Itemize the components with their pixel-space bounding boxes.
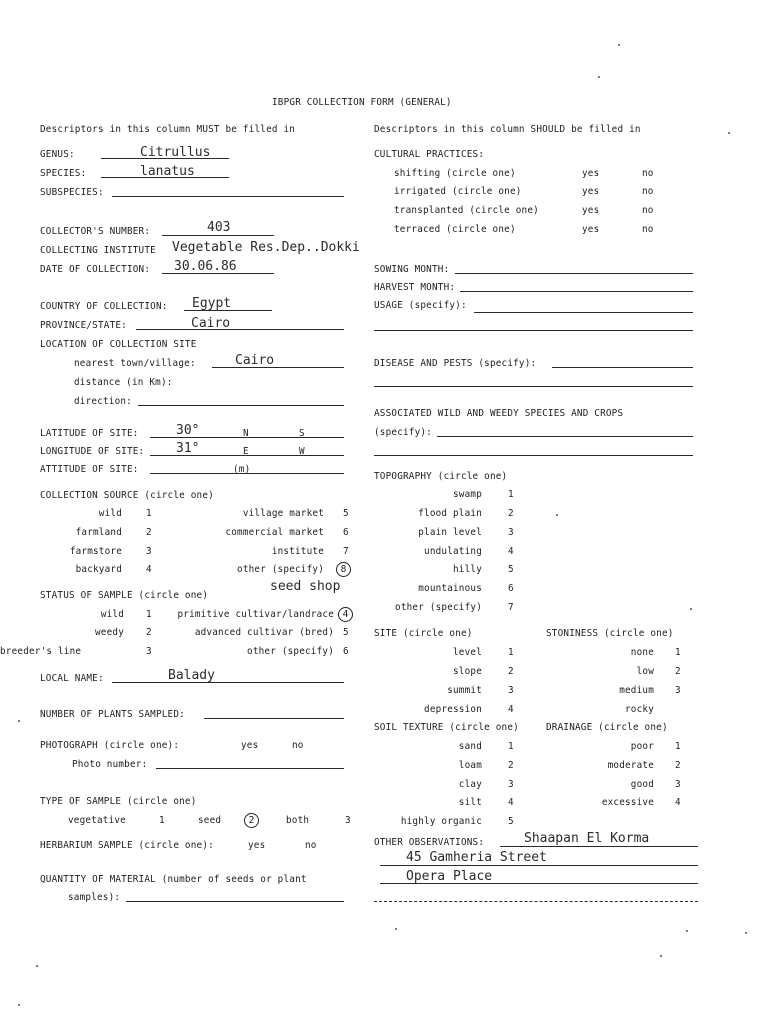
harvest-month-line[interactable] [460,291,693,292]
latitude-n: N [243,428,249,439]
subspecies-line[interactable] [112,196,344,197]
source-option[interactable]: commercial market [225,527,324,538]
drainage-option[interactable]: good [630,779,654,790]
topography-num: 4 [508,546,514,557]
scan-speck [686,930,688,932]
drainage-option[interactable]: excessive [601,797,654,808]
left-column-header: Descriptors in this column MUST be filled in [40,124,296,135]
topography-option[interactable]: plain level [418,527,482,538]
status-num: 2 [146,627,152,638]
herbarium-no[interactable]: no [305,840,317,851]
status-option[interactable]: breeder's line [0,646,82,657]
harvest-month-label: HARVEST MONTH: [374,282,456,293]
source-option[interactable]: farmland [75,527,122,538]
cultural-yes[interactable]: yes [582,186,600,197]
form-title: IBPGR COLLECTION FORM (GENERAL) [272,97,452,108]
usage-label: USAGE (specify): [374,300,467,311]
longitude-label: LONGITUDE OF SITE: [40,446,145,457]
soil-option[interactable]: highly organic [400,816,482,827]
cultural-option: shifting (circle one) [394,168,516,179]
topography-num: 1 [508,489,514,500]
soil-num: 5 [508,816,514,827]
drainage-num: 1 [675,741,681,752]
status-option[interactable]: other (specify) [247,646,334,657]
latitude-value[interactable]: 30° [176,423,200,438]
cultural-label: CULTURAL PRACTICES: [374,149,485,160]
nearest-town-line [212,367,344,368]
associated-line-2[interactable] [374,455,693,456]
collecting-institute-value[interactable]: Vegetable Res.Dep..Dokki [172,240,360,255]
other-observations-value-2[interactable]: 45 Gamheria Street [406,850,547,865]
status-num-circled: 4 [338,607,353,622]
collecting-institute-label: COLLECTING INSTITUTE [40,245,156,256]
cultural-option: transplanted (circle one) [394,205,539,216]
drainage-num: 2 [675,760,681,771]
site-num: 1 [508,647,514,658]
drainage-num: 4 [675,797,681,808]
sample-type-num: 1 [159,815,165,826]
latitude-s: S [299,428,305,439]
other-observations-line-2 [380,865,698,866]
collector-number-value[interactable]: 403 [207,220,231,235]
province-line [136,329,344,330]
nearest-town-label: nearest town/village: [74,358,196,369]
plants-sampled-line[interactable] [204,718,344,719]
quantity-label: QUANTITY OF MATERIAL (number of seeds or plant [40,874,307,885]
country-value[interactable]: Egypt [192,296,232,311]
topography-option[interactable]: undulating [424,546,482,557]
soil-num: 1 [508,741,514,752]
date-value[interactable]: 30.06.86 [174,259,237,274]
cultural-no[interactable]: no [642,186,654,197]
right-column-header: Descriptors in this column SHOULD be filled in [374,124,641,135]
sample-type-num-circled: 2 [244,813,259,828]
scan-speck [728,132,730,134]
stoniness-option[interactable]: medium [619,685,654,696]
other-observations-value[interactable]: Shaapan El Korma [524,831,650,846]
status-num: 1 [146,609,152,620]
source-option[interactable]: village market [242,508,324,519]
scan-speck [618,44,620,46]
cultural-yes[interactable]: yes [582,205,600,216]
sample-type-vegetative[interactable]: vegetative [68,815,126,826]
photo-number-label: Photo number: [72,759,148,770]
sowing-month-line[interactable] [455,273,693,274]
altitude-label: ATTITUDE OF SITE: [40,464,139,475]
source-num: 1 [146,508,152,519]
longitude-value[interactable]: 31° [176,441,200,456]
site-num: 4 [508,704,514,715]
disease-line-2[interactable] [374,386,693,387]
cultural-option: irrigated (circle one) [394,186,522,197]
status-label: STATUS OF SAMPLE (circle one) [40,590,209,601]
scan-speck [690,608,692,610]
scan-speck [395,928,397,930]
other-observations-line [500,846,698,847]
source-num: 3 [146,546,152,557]
soil-num: 2 [508,760,514,771]
disease-line[interactable] [552,367,693,368]
site-option[interactable]: summit [447,685,482,696]
sowing-month-label: SOWING MONTH: [374,264,450,275]
species-value[interactable]: lanatus [140,164,195,179]
drainage-num: 3 [675,779,681,790]
drainage-option[interactable]: poor [630,741,654,752]
topography-option[interactable]: flood plain [418,508,482,519]
scan-speck [660,955,662,957]
scan-speck [745,932,747,934]
quantity-line[interactable] [126,901,344,902]
altitude-unit: (m) [233,464,251,475]
source-specify-value[interactable]: seed shop [270,579,341,594]
photograph-label: PHOTOGRAPH (circle one): [40,740,180,751]
status-option[interactable]: wild [100,609,124,620]
topography-option[interactable]: mountainous [418,583,482,594]
status-num: 3 [146,646,152,657]
stoniness-num: 1 [675,647,681,658]
disease-label: DISEASE AND PESTS (specify): [374,358,537,369]
drainage-option[interactable]: moderate [607,760,654,771]
site-option[interactable]: slope [453,666,482,677]
genus-label: GENUS: [40,149,75,160]
source-option[interactable]: wild [98,508,122,519]
cultural-no[interactable]: no [642,224,654,235]
photo-number-line[interactable] [156,768,344,769]
cultural-no[interactable]: no [642,205,654,216]
source-num: 6 [343,527,349,538]
sample-type-num: 3 [345,815,351,826]
source-num: 7 [343,546,349,557]
herbarium-yes[interactable]: yes [248,840,266,851]
collection-source-label: COLLECTION SOURCE (circle one) [40,490,214,501]
topography-option[interactable]: hilly [453,564,482,575]
nearest-town-value[interactable]: Cairo [235,353,275,368]
soil-texture-label: SOIL TEXTURE (circle one) [374,722,519,733]
sample-type-seed[interactable]: seed [198,815,222,826]
stoniness-num: 2 [675,666,681,677]
topography-label: TOPOGRAPHY (circle one) [374,471,508,482]
usage-line-2[interactable] [374,330,693,331]
local-name-line [112,682,344,683]
cultural-option: terraced (circle one) [394,224,516,235]
source-num: 2 [146,527,152,538]
status-num: 5 [343,627,349,638]
associated-label: ASSOCIATED WILD AND WEEDY SPECIES AND CROPS [374,408,624,419]
topography-num: 3 [508,527,514,538]
scan-speck [598,76,600,78]
site-option[interactable]: level [453,647,482,658]
direction-label: direction: [74,396,132,407]
subspecies-label: SUBSPECIES: [40,187,104,198]
topography-option[interactable]: swamp [453,489,482,500]
usage-line[interactable] [474,312,693,313]
collector-number-label: COLLECTOR'S NUMBER: [40,226,151,237]
topography-num: 5 [508,564,514,575]
drainage-label: DRAINAGE (circle one) [546,722,668,733]
herbarium-label: HERBARIUM SAMPLE (circle one): [40,840,214,851]
photograph-yes[interactable]: yes [241,740,259,751]
soil-option[interactable]: silt [458,797,482,808]
longitude-e: E [243,446,249,457]
cultural-yes[interactable]: yes [582,168,600,179]
associated-line[interactable] [437,436,693,437]
site-label: SITE (circle one) [374,628,473,639]
species-label: SPECIES: [40,168,87,179]
stoniness-option[interactable]: low [636,666,654,677]
local-name-label: LOCAL NAME: [40,673,104,684]
topography-num: 7 [508,602,514,613]
source-option[interactable]: backyard [75,564,122,575]
country-label: COUNTRY OF COLLECTION: [40,301,168,312]
status-option[interactable]: weedy [95,627,124,638]
status-option[interactable]: advanced cultivar (bred) [194,627,334,638]
soil-num: 4 [508,797,514,808]
location-heading: LOCATION OF COLLECTION SITE [40,339,197,350]
province-label: PROVINCE/STATE: [40,320,127,331]
local-name-value[interactable]: Balady [168,668,215,683]
source-num: 5 [343,508,349,519]
date-label: DATE OF COLLECTION: [40,264,151,275]
stoniness-num: 3 [675,685,681,696]
topography-num: 2 [508,508,514,519]
soil-option[interactable]: loam [458,760,482,771]
sample-type-both[interactable]: both [286,815,310,826]
soil-option[interactable]: clay [458,779,482,790]
sample-type-label: TYPE OF SAMPLE (circle one) [40,796,197,807]
site-num: 2 [508,666,514,677]
stoniness-option[interactable]: none [630,647,654,658]
site-num: 3 [508,685,514,696]
other-observations-label: OTHER OBSERVATIONS: [374,837,485,848]
collector-number-line [162,235,274,236]
cultural-no[interactable]: no [642,168,654,179]
cultural-yes[interactable]: yes [582,224,600,235]
quantity-label-2: samples): [68,892,121,903]
topography-num: 6 [508,583,514,594]
soil-option[interactable]: sand [458,741,482,752]
longitude-w: W [299,446,305,457]
scan-speck [556,514,558,516]
source-option[interactable]: institute [271,546,324,557]
scan-speck [18,1004,20,1006]
status-num: 6 [343,646,349,657]
photograph-no[interactable]: no [292,740,304,751]
soil-num: 3 [508,779,514,790]
province-value[interactable]: Cairo [191,316,231,331]
status-option[interactable]: primitive cultivar/landrace [177,609,334,620]
genus-value[interactable]: Citrullus [140,145,211,160]
latitude-label: LATITUDE OF SITE: [40,428,139,439]
other-observations-line-4[interactable] [374,901,698,902]
other-observations-value-3[interactable]: Opera Place [406,869,493,884]
stoniness-option[interactable]: rocky [625,704,654,715]
source-num-circled: 8 [336,562,351,577]
direction-line[interactable] [138,405,344,406]
plants-sampled-label: NUMBER OF PLANTS SAMPLED: [40,709,185,720]
distance-label: distance (in Km): [74,377,173,388]
source-option[interactable]: other (specify) [237,564,324,575]
scan-speck [36,965,38,967]
source-option[interactable]: farmstore [69,546,122,557]
stoniness-label: STONINESS (circle one) [546,628,674,639]
site-option[interactable]: depression [424,704,482,715]
scan-speck [18,720,20,722]
topography-option[interactable]: other (specify) [395,602,482,613]
associated-specify: (specify): [374,427,432,438]
source-num: 4 [146,564,152,575]
